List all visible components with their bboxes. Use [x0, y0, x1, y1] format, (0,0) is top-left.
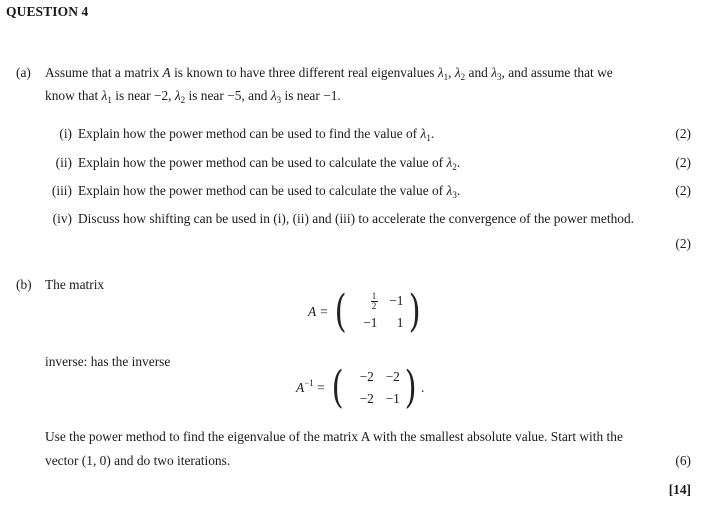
subpart-iii-text: Explain how the power method can be used to calculate the value of $\lambda_3$.	[78, 183, 461, 200]
subpart-iii-marks: (2)	[675, 183, 691, 198]
subpart-iv-text: Discuss how shifting can be used in (i), (ii) and (iii) to accelerate the convergence of the power method.	[78, 211, 635, 226]
task-line-1: Use the power method to find the eigenvalue of the matrix A with the smallest absolute value. Start with the	[45, 429, 623, 444]
right-paren: )	[408, 286, 421, 337]
matrix-a-11: $\frac{1}{2}$	[371, 290, 377, 311]
part-a-line-2: know that $\lambda_1$ is near −2, $\lambda_2$ is near −5, and $\lambda_3$ is near −1.	[45, 88, 341, 105]
right-paren: )	[404, 362, 417, 413]
matrix-a-21: −1	[363, 315, 378, 330]
part-b-label: (b)	[16, 277, 32, 292]
left-paren: (	[331, 362, 344, 413]
subpart-i-text: Explain how the power method can be used to find the value of $\lambda_1$.	[78, 126, 435, 143]
subpart-iii-label: (iii)	[51, 183, 72, 198]
matrix-inv-21: −2	[359, 391, 374, 406]
matrix-a-22: 1	[396, 315, 404, 330]
part-b-intro: The matrix	[45, 277, 105, 292]
subpart-ii-label: (ii)	[55, 155, 72, 170]
part-a-line-1: Assume that a matrix A is known to have three different real eigenvalues $\lambda_1$, $\lambda_2$ and $\lambda_3$, and assume that we	[45, 65, 613, 82]
subpart-i-label: (i)	[59, 126, 72, 141]
matrix-a-inverse	[296, 362, 425, 413]
matrix-inv-11: −2	[359, 369, 374, 384]
subpart-i-marks: (2)	[675, 126, 691, 141]
inverse-period: .	[421, 380, 425, 395]
matrix-inv-22: −1	[385, 391, 400, 406]
question-title: QUESTION 4	[6, 4, 89, 19]
total-marks: [14]	[668, 482, 691, 497]
matrix-a	[308, 286, 423, 337]
subpart-iv-label: (iv)	[52, 211, 72, 226]
subpart-ii-text: Explain how the power method can be used to calculate the value of $\lambda_2$.	[78, 155, 461, 172]
subpart-iv-marks: (2)	[675, 236, 691, 251]
left-paren: (	[334, 286, 347, 337]
matrix-inverse-grid	[348, 366, 400, 410]
task-line-2: vector (1, 0) and do two iterations.	[45, 453, 231, 468]
part-a-label: (a)	[16, 65, 31, 80]
part-b-marks: (6)	[675, 453, 691, 468]
inverse-text: inverse: has the inverse	[45, 354, 171, 369]
subpart-ii-marks: (2)	[675, 155, 691, 170]
matrix-a-label: A =	[308, 304, 329, 319]
matrix-a-grid	[352, 290, 404, 334]
inverse-label: $A^{-1}$ =	[296, 378, 325, 395]
matrix-inv-12: −2	[385, 369, 400, 384]
matrix-a-12: −1	[389, 293, 404, 308]
